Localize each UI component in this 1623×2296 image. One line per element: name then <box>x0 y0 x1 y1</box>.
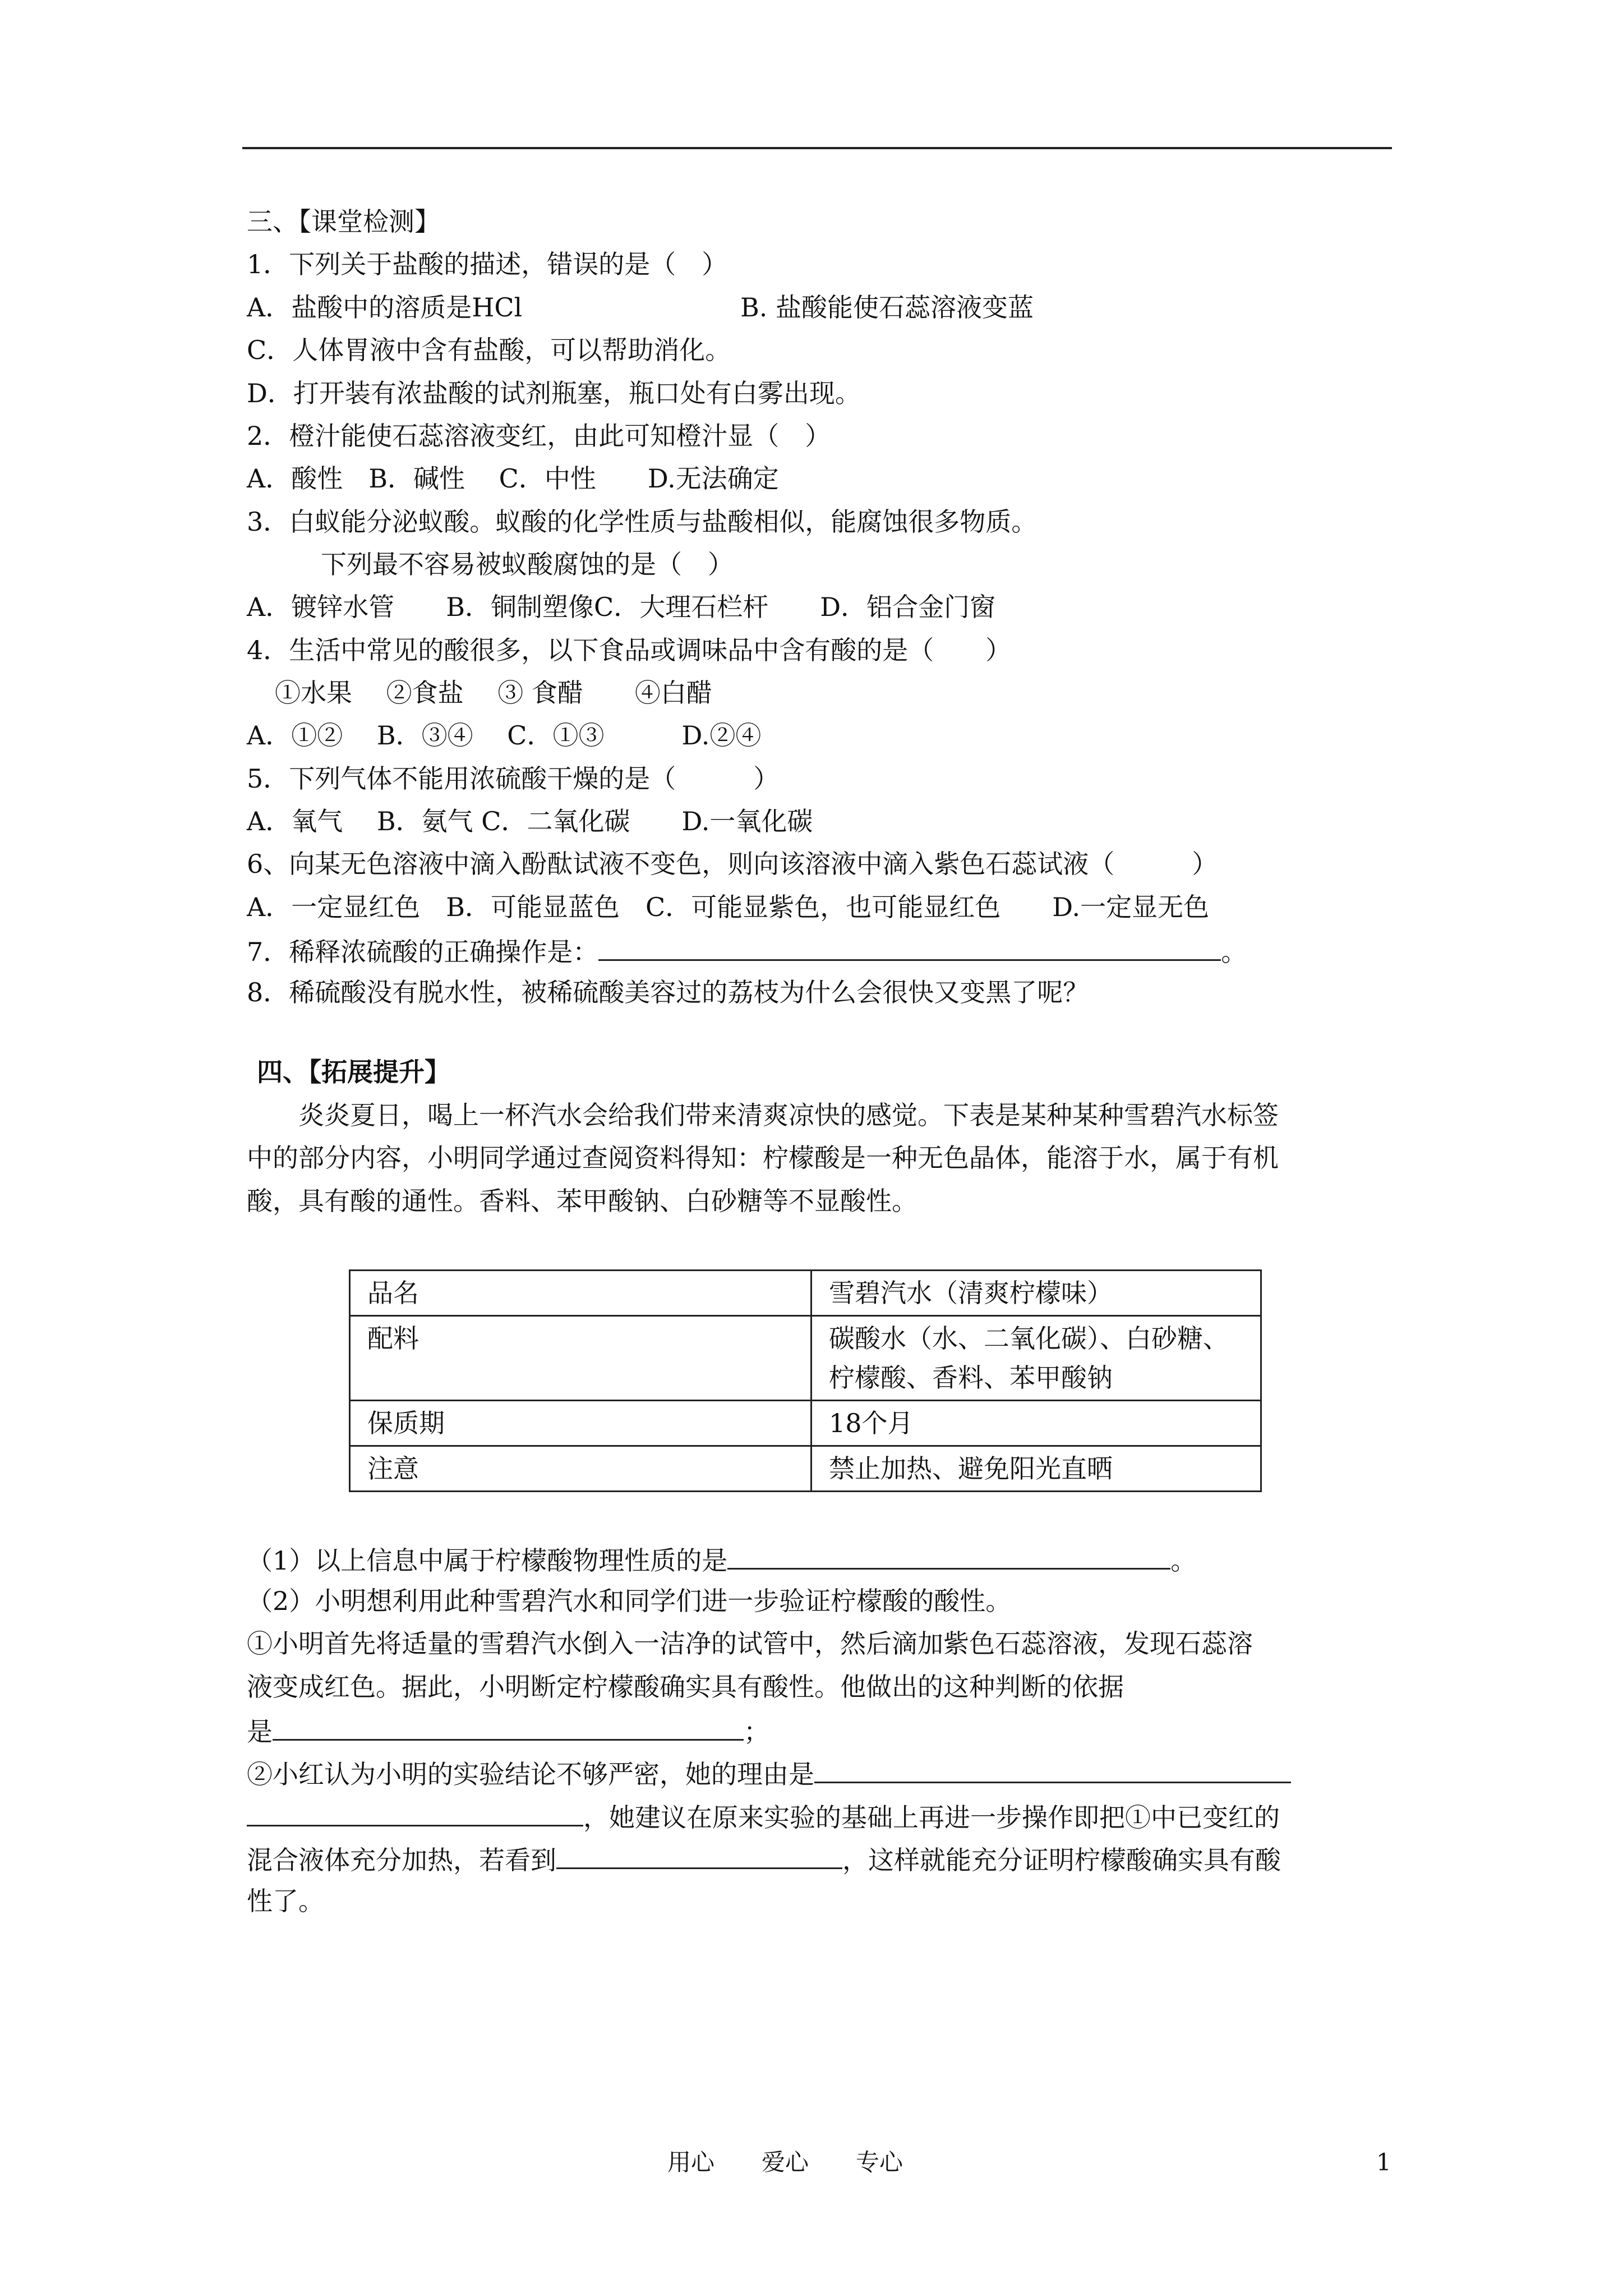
subquestion-2b-observe-blank[interactable] <box>556 1845 842 1869</box>
question-1-option-a: A．盐酸中的溶质是HCl <box>247 292 523 323</box>
subquestion-2b-answer-blank[interactable] <box>814 1759 1291 1783</box>
question-1-option-b: B. 盐酸能使石蕊溶液变蓝 <box>740 292 1034 323</box>
table-cell-key: 品名 <box>350 1271 811 1316</box>
subquestion-1-end: 。 <box>1170 1545 1197 1576</box>
header-rule <box>242 147 1392 149</box>
table-cell-value: 18个月 <box>811 1401 1261 1446</box>
question-8: 8．稀硫酸没有脱水性，被稀硫酸美容过的荔枝为什么会很快又变黑了呢？ <box>247 977 1089 1007</box>
table-cell-key: 保质期 <box>350 1401 811 1446</box>
subquestion-2a-end: ； <box>744 1717 769 1747</box>
product-label-table <box>349 1269 1262 1492</box>
subquestion-2b-suggestion: ，她建议在原来实验的基础上再进一步操作即把①中已变红的 <box>583 1802 1280 1833</box>
intro-paragraph-line-2: 中的部分内容，小明同学通过查阅资料得知：柠檬酸是一种无色晶体，能溶于水，属于有机 <box>247 1143 1279 1173</box>
question-1-option-d: D．打开装有浓盐酸的试剂瓶塞，瓶口处有白雾出现。 <box>247 378 861 408</box>
subquestion-1-label: （1）以上信息中属于柠檬酸物理性质的是 <box>247 1545 728 1576</box>
question-5: 5．下列气体不能用浓硫酸干燥的是（ ） <box>247 763 780 794</box>
subquestion-2a-line-1: ①小明首先将适量的雪碧汽水倒入一洁净的试管中，然后滴加紫色石蕊溶液，发现石蕊溶 <box>247 1628 1253 1659</box>
subquestion-2a-label: 是 <box>247 1717 273 1747</box>
question-7-label: 7．稀释浓硫酸的正确操作是： <box>247 937 599 967</box>
ingredients-line-1: 碳酸水（水、二氧化碳）、白砂糖、 <box>829 1323 1229 1354</box>
subquestion-2: （2）小明想利用此种雪碧汽水和同学们进一步验证柠檬酸的酸性。 <box>247 1586 1012 1616</box>
subquestion-1 <box>247 1545 1197 1576</box>
table-row <box>350 1401 1261 1446</box>
question-1-option-c: C．人体胃液中含有盐酸，可以帮助消化。 <box>247 335 731 365</box>
question-4: 4．生活中常见的酸很多，以下食品或调味品中含有酸的是（ ） <box>247 635 1012 665</box>
subquestion-2b-label: ②小红认为小明的实验结论不够严密，她的理由是 <box>247 1759 814 1789</box>
question-7-end: 。 <box>1221 937 1247 967</box>
subquestion-2a-line-2: 液变成红色。据此，小明断定柠檬酸确实具有酸性。他做出的这种判断的依据 <box>247 1672 1124 1702</box>
subquestion-2b-heat-text: 混合液体充分加热，若看到 <box>247 1845 556 1875</box>
table-row <box>350 1446 1261 1492</box>
intro-paragraph-line-1: 炎炎夏日，喝上一杯汽水会给我们带来清爽凉快的感觉。下表是某种某种雪碧汽水标签 <box>298 1100 1279 1130</box>
footer-motto: 用心 爱心 专心 <box>667 2148 903 2176</box>
intro-paragraph-line-3: 酸，具有酸的通性。香料、苯甲酸钠、白砂糖等不显酸性。 <box>247 1186 917 1216</box>
question-4-items: ①水果 ②食盐 ③ 食醋 ④白醋 <box>275 678 712 708</box>
subquestion-2a-line-3 <box>247 1717 769 1745</box>
table-row <box>350 1271 1261 1316</box>
table-cell-value <box>811 1316 1261 1401</box>
question-5-options: A．氧气 B．氨气 C．二氧化碳 D.一氧化碳 <box>247 806 813 836</box>
question-4-options: A．①② B．③④ C．①③ D.②④ <box>247 720 762 751</box>
question-7 <box>247 937 1247 965</box>
subquestion-2b-line-2 <box>247 1802 1280 1833</box>
subquestion-1-answer-blank[interactable] <box>727 1545 1170 1570</box>
question-2: 2．橙汁能使石蕊溶液变红，由此可知橙汁显（ ） <box>247 421 831 451</box>
table-cell-value: 禁止加热、避免阳光直晒 <box>811 1446 1261 1492</box>
table-cell-key: 配料 <box>350 1316 811 1401</box>
question-1: 1．下列关于盐酸的描述，错误的是（ ） <box>247 249 728 279</box>
section-3-title: 三、【课堂检测】 <box>247 206 440 237</box>
section-4-title: 四、【拓展提升】 <box>257 1057 450 1087</box>
table-cell-key: 注意 <box>350 1446 811 1492</box>
subquestion-2b-answer-blank-cont[interactable] <box>247 1802 583 1826</box>
subquestion-2b-line-3 <box>247 1845 1281 1873</box>
ingredients-line-2: 柠檬酸、香料、苯甲酸钠 <box>829 1363 1113 1393</box>
page-number: 1 <box>1376 2148 1391 2176</box>
subquestion-2b-conclusion: ，这样就能充分证明柠檬酸确实具有酸 <box>842 1845 1281 1875</box>
question-6: 6、向某无色溶液中滴入酚酞试液不变色，则向该溶液中滴入紫色石蕊试液（ ） <box>247 849 1218 879</box>
subquestion-2b-line-4: 性了。 <box>247 1886 324 1916</box>
question-2-options: A．酸性 B．碱性 C．中性 D.无法确定 <box>247 463 779 494</box>
table-cell-value: 雪碧汽水（清爽柠檬味） <box>811 1271 1261 1316</box>
question-3: 3．白蚁能分泌蚁酸。蚁酸的化学性质与盐酸相似，能腐蚀很多物质。 <box>247 507 1038 537</box>
question-7-answer-blank[interactable] <box>598 937 1221 961</box>
question-3-continued: 下列最不容易被蚁酸腐蚀的是（ ） <box>321 549 734 579</box>
subquestion-2b-line-1 <box>247 1759 1291 1787</box>
subquestion-2a-answer-blank[interactable] <box>273 1717 744 1741</box>
question-6-options: A．一定显红色 B．可能显蓝色 C．可能显紫色，也可能显红色 D.一定显无色 <box>247 892 1210 922</box>
table-row <box>350 1316 1261 1401</box>
question-3-options: A．镀锌水管 B．铜制塑像C．大理石栏杆 D．铝合金门窗 <box>247 592 996 622</box>
